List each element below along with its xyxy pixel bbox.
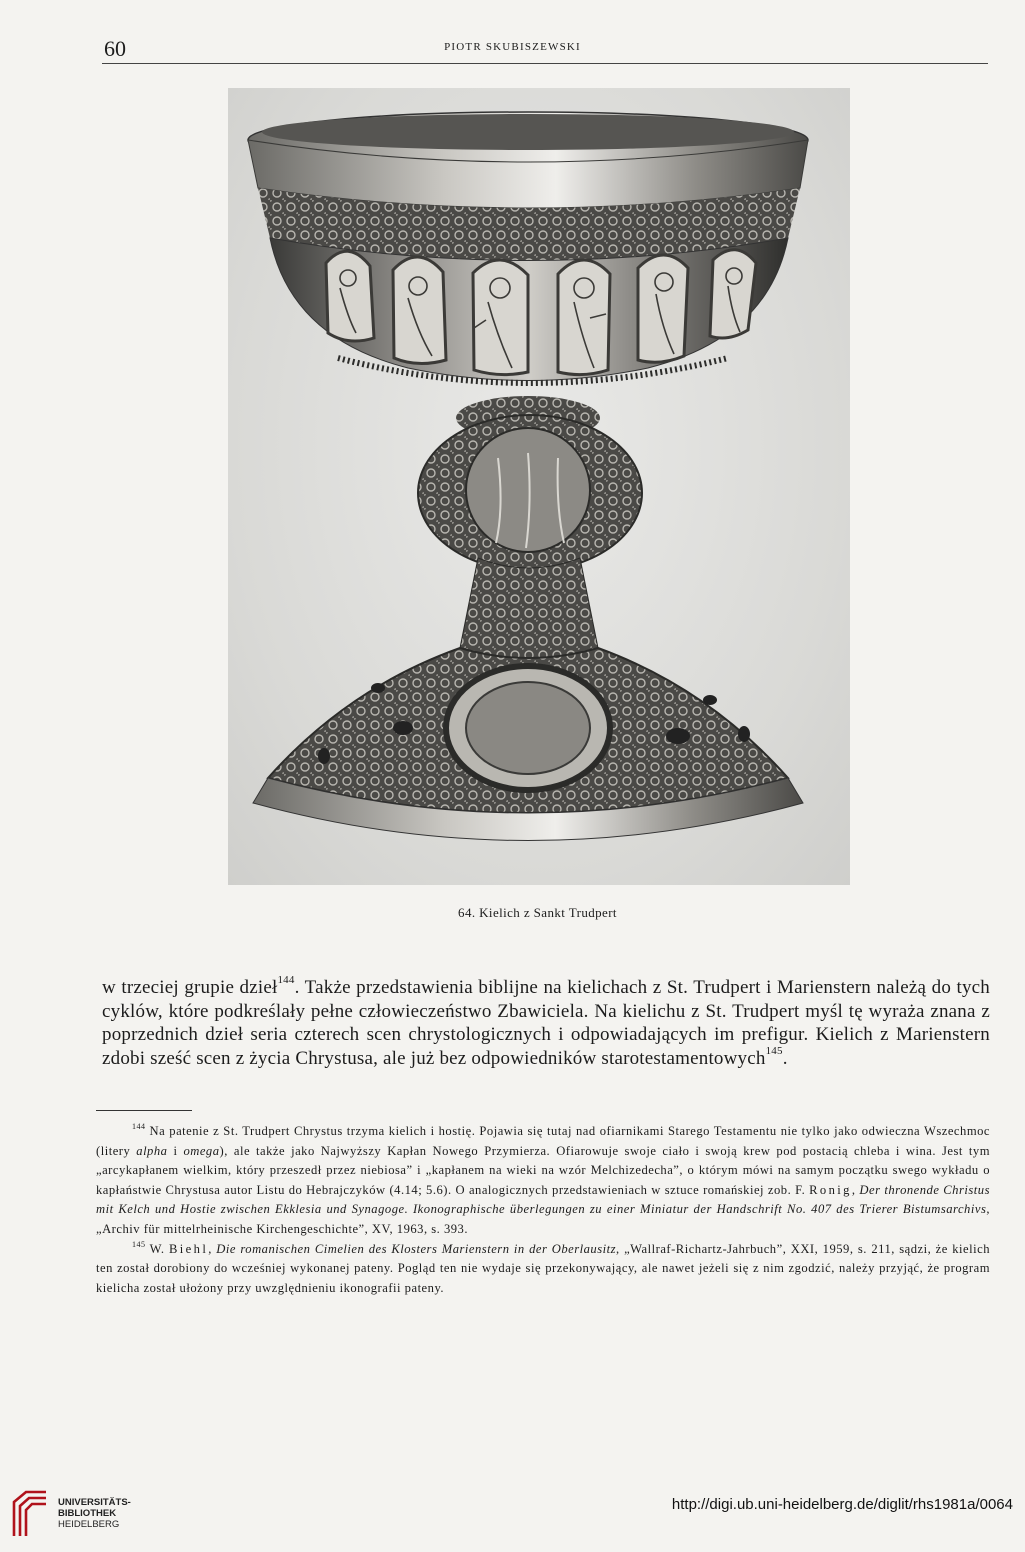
footnote-title: Der thronende Christus mit Kelch und Hostie zwischen Ekklesia und Synagoge. Ikonographische überlegungen zu einer Miniatur der Handschrift No. 407 des Trierer Bistumsarchivs xyxy=(96,1182,990,1217)
body-text-3: . xyxy=(782,1047,788,1069)
footnote-145 xyxy=(96,1240,990,1299)
library-name xyxy=(58,1497,131,1530)
body-text-2: . Także przedstawienia biblijne na kielichach z St. Trudpert i Marienstern należą do tych cyklów, które podkreślały pełne człowieczeństwo Zbawiciela. Na kielichu z St. Trudpert myśl tę wyraża znana z poprzednich dzieł seria czterech scen chrystologicznych i odpowiadających im prefigur. Kielich z Marienstern zdobi sześć scen z życia Chrystusa, ale już bez odpowiedników starotestamentowych xyxy=(102,977,991,1069)
footnote-author: Ronig xyxy=(809,1182,852,1197)
figure-caption: 64. Kielich z Sankt Trudpert xyxy=(458,905,617,920)
library-name-line: BIBLIOTHEK xyxy=(58,1508,117,1519)
footnote-author: Biehl xyxy=(168,1241,209,1256)
footnote-ref-145[interactable]: 145 xyxy=(765,1044,783,1057)
source-url-link[interactable]: http://digi.ub.uni-heidelberg.de/diglit/rhs1981a/0064 xyxy=(671,1496,1013,1513)
footnote-text: , „Archiv für mittelrheinische Kirchengeschichte”, XV, 1963, s. 393. xyxy=(96,1202,990,1236)
footnote-italic: omega xyxy=(183,1143,220,1158)
footnote-text: W. xyxy=(145,1241,169,1256)
footnote-title: Die romanischen Cimelien des Klosters Marienstern in der Oberlausitz xyxy=(216,1241,617,1256)
footnote-text: , „Wallraf-Richartz-Jahrbuch”, XXI, 1959, s. 211, sądzi, że kielich ten został dorobiony do wcześniej wykonanej pateny. Pogląd ten nie wydaje się przekonywający, ale nawet jeżeli się z nim zgodzić, należy przyjąć, że program kielicha został ułożony przy uwzględnieniu ikonografii pateny. xyxy=(96,1241,991,1295)
header-rule xyxy=(102,63,988,64)
footnote-ref-144[interactable]: 144 xyxy=(277,974,295,986)
footnote-text: i xyxy=(167,1143,184,1158)
footnote-text: Na patenie z St. Trudpert Chrystus trzyma kielich i hostię. Pojawia się tutaj nad ofiarnikami Starego Testamentu nie tylko jako odwieczna Wszechmoc (litery xyxy=(96,1124,990,1158)
footnote-number: 145 xyxy=(132,1239,146,1249)
footnote-text: ), ale także jako Najwyższy Kapłan Nowego Przymierza. Ofiarowuje swoje ciało i swoją krew pod postacią chleba i wina. Jest tym „arcykapłanem wielkim, który przeszedł przez niebiosa” i „kapłanem na wieki na wzór Melchizedecha”, o którym mówi na samym początku swego wykładu o kapłaństwie Chrystusa autor Listu do Hebrajczyków (4.14; 5.6). O analogicznych przedstawieniach w sztuce romańskiej zob. F. xyxy=(96,1143,990,1197)
library-name-line: HEIDELBERG xyxy=(58,1519,120,1530)
footnote-rule xyxy=(96,1110,192,1111)
footnote-144 xyxy=(96,1122,990,1240)
footnote-text: , xyxy=(851,1182,860,1197)
chalice-photograph xyxy=(228,88,850,885)
library-logo-icon xyxy=(10,1488,50,1540)
body-text-1: w trzeciej grupie dzieł xyxy=(102,977,278,998)
body-paragraph xyxy=(102,976,990,1070)
library-name-line: UNIVERSITÄTS- xyxy=(58,1497,131,1508)
footnote-text: , xyxy=(208,1241,217,1256)
footnotes xyxy=(96,1122,990,1298)
footnote-italic: alpha xyxy=(136,1143,168,1158)
page-number: 60 xyxy=(104,36,126,61)
running-head: PIOTR SKUBISZEWSKI xyxy=(444,41,581,53)
footnote-number: 144 xyxy=(132,1122,146,1131)
